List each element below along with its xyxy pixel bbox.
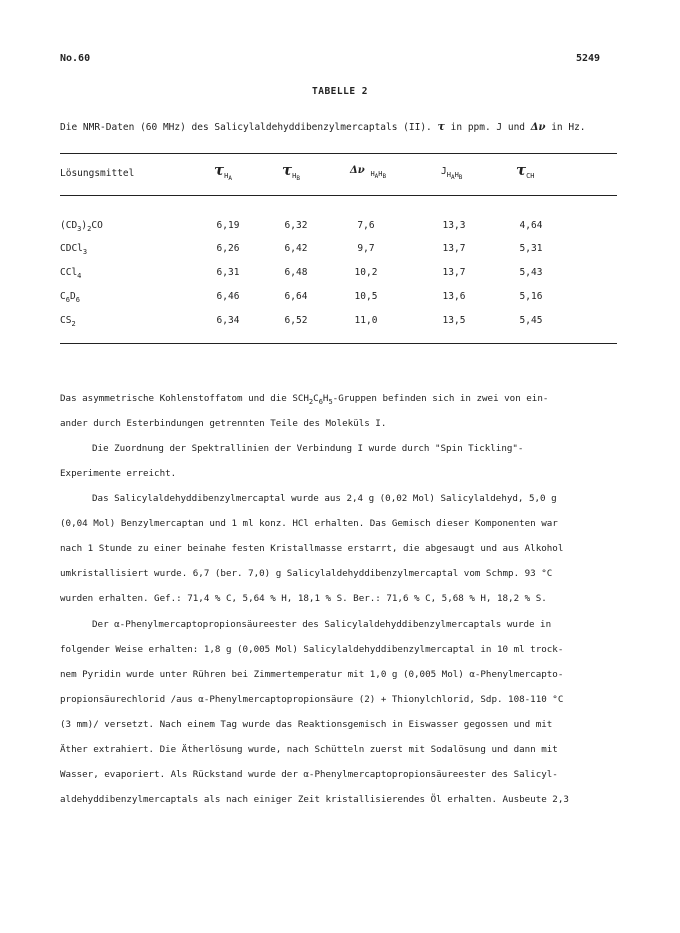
row-value-delta-nu: 7,6 <box>357 220 375 231</box>
page-number: 5249 <box>576 53 601 64</box>
row-solvent: CCl$_4$ <box>60 267 82 280</box>
col-header-tau-hb: $\tau_{HB}$ <box>282 161 300 182</box>
caption-text-3: in Hz. <box>551 122 586 133</box>
body-paragraph-4-line-6: Äther extrahiert. Die Ätherlösung wurde, nach Schütteln zuerst mit Sodalösung und dann mit <box>60 744 558 755</box>
caption-text-1: Die NMR-Daten (60 MHz) des Salicylaldehyddibenzylmercaptals (II). <box>60 122 432 133</box>
tau-symbol: τ <box>282 161 293 179</box>
row-value-j: 13,7 <box>442 267 466 278</box>
row-value-j: 13,7 <box>442 243 466 254</box>
col-header-delta-nu: Δν $_{HAHB}$ <box>350 165 387 180</box>
row-value-ch: 4,64 <box>519 220 543 231</box>
row-value-j: 13,6 <box>442 291 466 302</box>
row-solvent: CDCl$_3$ <box>60 243 88 256</box>
body-paragraph-4-line-2: folgender Weise erhalten: 1,8 g (0,005 Mol) Salicylaldehyddibenzylmercaptal in 10 ml trock- <box>60 644 564 655</box>
delta-nu-symbol: Δν <box>350 165 365 176</box>
row-value-ch: 5,43 <box>519 267 543 278</box>
body-paragraph-3-line-2: (0,04 Mol) Benzylmercaptan und 1 ml konz. HCl erhalten. Das Gemisch dieser Komponenten war <box>60 518 558 529</box>
tau-symbol: τ <box>214 161 225 179</box>
table-header-rule <box>60 195 617 196</box>
body-paragraph-3-line-3: nach 1 Stunde zu einer beinahe festen Kristallmasse erstarrt, die abgesaugt und aus Alkohol <box>60 543 564 554</box>
row-value-ch: 5,31 <box>519 243 543 254</box>
body-paragraph-4-line-3: nem Pyridin wurde unter Rühren bei Zimmertemperatur mit 1,0 g (0,005 Mol) α-Phenylmercapto- <box>60 669 564 680</box>
row-value-j: 13,3 <box>442 220 466 231</box>
body-paragraph-4-line-4: propionsäurechlorid /aus α-Phenylmercaptopropionsäure (2) + Thionylchlorid, Sdp. 108-110 °C <box>60 694 564 705</box>
body-paragraph-3-line-5: wurden erhalten. Gef.: 71,4 % C, 5,64 % H, 18,1 % S. Ber.: 71,6 % C, 5,68 % H, 18,2 % S. <box>60 593 547 604</box>
row-value-ha: 6,46 <box>216 291 240 302</box>
body-paragraph-2-line-1: Die Zuordnung der Spektrallinien der Verbindung I wurde durch "Spin Tickling"- <box>92 443 524 454</box>
journal-number: No.60 <box>60 53 91 64</box>
col-header-tau-ha: $\tau_{HA}$ <box>214 161 232 182</box>
row-value-delta-nu: 11,0 <box>354 315 378 326</box>
row-value-delta-nu: 10,2 <box>354 267 378 278</box>
row-value-j: 13,5 <box>442 315 466 326</box>
body-paragraph-1-line-2: ander durch Esterbindungen getrennten Teile des Moleküls I. <box>60 418 387 429</box>
body-paragraph-1-line-1: Das asymmetrische Kohlenstoffatom und die $SCH_2C_6H_5$-Gruppen befinden sich in zwei von ein- <box>60 393 549 406</box>
body-paragraph-3-line-4: umkristallisiert wurde. 6,7 (ber. 7,0) g Salicylaldehyddibenzylmercaptal vom Schmp. 93 °C <box>60 568 553 579</box>
tau-symbol: τ <box>437 120 445 133</box>
body-paragraph-4-line-5: (3 mm)/ versetzt. Nach einem Tag wurde das Reaktionsgemisch in Eiswasser gegossen und mit <box>60 719 553 730</box>
row-value-hb: 6,64 <box>284 291 308 302</box>
table-title: TABELLE 2 <box>312 86 368 97</box>
row-value-ch: 5,16 <box>519 291 543 302</box>
body-paragraph-4-line-7: Wasser, evaporiert. Als Rückstand wurde der α-Phenylmercaptopropionsäureester des Salicyl- <box>60 769 558 780</box>
row-solvent: $CS_2$ <box>60 315 76 328</box>
table-caption <box>60 120 586 133</box>
table-top-rule <box>60 153 617 154</box>
tau-symbol: τ <box>516 161 527 179</box>
row-value-hb: 6,42 <box>284 243 308 254</box>
row-value-ha: 6,19 <box>216 220 240 231</box>
delta-nu-symbol: Δν <box>530 122 546 133</box>
row-value-ha: 6,31 <box>216 267 240 278</box>
row-solvent: $(CD_3)_2CO$ <box>60 220 103 233</box>
row-value-ha: 6,34 <box>216 315 240 326</box>
col-header-tau-ch: $\tau_{CH}$ <box>516 161 535 180</box>
body-paragraph-4-line-1: Der α-Phenylmercaptopropionsäureester des Salicylaldehyddibenzylmercaptals wurde in <box>92 619 552 630</box>
col-header-coupling-j: $J_{HAHB}$ <box>441 166 463 181</box>
row-value-hb: 6,48 <box>284 267 308 278</box>
col-header-solvent: Lösungsmittel <box>60 168 135 179</box>
row-value-hb: 6,32 <box>284 220 308 231</box>
body-paragraph-2-line-2: Experimente erreicht. <box>60 468 177 479</box>
row-value-ch: 5,45 <box>519 315 543 326</box>
row-solvent: $C_6D_6$ <box>60 291 80 304</box>
body-paragraph-4-line-8: aldehyddibenzylmercaptals als nach einiger Zeit kristallisierendes Öl erhalten. Ausbeute 2,3 <box>60 794 569 805</box>
body-paragraph-3-line-1: Das Salicylaldehyddibenzylmercaptal wurde aus 2,4 g (0,02 Mol) Salicylaldehyd, 5,0 g <box>92 493 557 504</box>
row-value-delta-nu: 10,5 <box>354 291 378 302</box>
caption-text-2: in ppm. J und <box>450 122 526 133</box>
table-bottom-rule <box>60 343 617 344</box>
row-value-ha: 6,26 <box>216 243 240 254</box>
row-value-hb: 6,52 <box>284 315 308 326</box>
row-value-delta-nu: 9,7 <box>357 243 375 254</box>
